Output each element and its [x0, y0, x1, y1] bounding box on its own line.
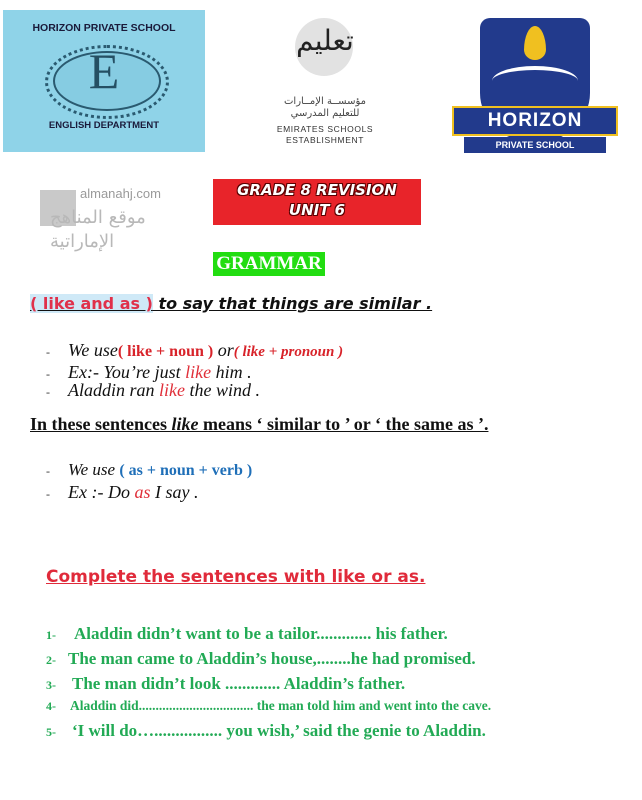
bullet-keyword: as — [134, 482, 151, 502]
bullet-dash: - — [46, 385, 50, 399]
bullet-as-rule — [46, 460, 252, 480]
logo-banner-sub: PRIVATE SCHOOL — [464, 137, 606, 153]
logo-english-name: EMIRATES SCHOOLS ESTABLISHMENT — [276, 124, 374, 145]
bullet-text: Aladdin ran — [68, 380, 160, 400]
bullet-dash: - — [46, 487, 50, 501]
bullet-text: the wind . — [185, 380, 260, 400]
exercise-text: Aladdin didn’t want to be a tailor............. his father. — [74, 624, 448, 643]
rule-text: means ‘ similar to ’ or ‘ the same as ’. — [198, 414, 489, 434]
logo-arabic-word: تعليم — [296, 24, 354, 57]
rule-keyword: like — [171, 414, 199, 434]
bullet-formula: ( like + noun ) — [117, 343, 214, 360]
section-heading-like-as — [30, 294, 432, 313]
exercise-number: 4- — [46, 699, 56, 713]
logo-school-name: HORIZON PRIVATE SCHOOL — [32, 22, 176, 34]
bullet-text: or — [213, 340, 234, 360]
bullet-dash: - — [46, 345, 50, 359]
logo-letter: E — [88, 43, 120, 99]
bullet-text: Ex :- Do — [68, 482, 135, 502]
bullet-like-example-2 — [46, 380, 260, 401]
logo-arabic-sub: مؤسســة الإمــارات للتعليم المدرسي — [284, 96, 366, 119]
exercise-number: 5- — [46, 725, 56, 739]
exercise-item-5 — [46, 721, 486, 741]
bullet-formula: ( like + pronoun ) — [233, 344, 344, 360]
like-meaning-rule — [30, 414, 488, 435]
exercise-item-3 — [46, 674, 405, 694]
title-box — [213, 179, 421, 225]
bullet-keyword: like — [159, 380, 185, 400]
title-line-2: UNIT 6 — [288, 201, 346, 219]
grammar-label: GRAMMAR — [213, 252, 325, 276]
exercise-number: 2- — [46, 653, 56, 667]
logo-banner: HORIZON — [452, 106, 618, 136]
emirates-schools-logo — [270, 18, 380, 153]
exercise-title: Complete the sentences with like or as. — [46, 567, 426, 587]
title-line-1: GRADE 8 REVISION — [237, 181, 397, 199]
rule-text: In these sentences — [30, 414, 172, 434]
bullet-text: We use — [68, 460, 120, 479]
exercise-text: The man didn’t look ............. Aladdin’s father. — [72, 674, 406, 693]
almanahj-watermark — [40, 180, 180, 260]
exercise-number: 3- — [46, 678, 56, 692]
exercise-item-4 — [46, 698, 491, 714]
book-icon — [492, 66, 578, 96]
bullet-dash: - — [46, 464, 50, 478]
bullet-dash: - — [46, 367, 50, 381]
bullet-text: Ex:- You’re just — [68, 362, 186, 382]
section-highlight: ( like and as ) — [30, 294, 153, 313]
bullet-text: him . — [211, 362, 252, 382]
bullet-formula: ( as + noun + verb ) — [119, 462, 253, 479]
exercise-text: Aladdin did.................................. the man told him and went into the cave. — [70, 698, 492, 713]
bullet-text: I say . — [150, 482, 199, 502]
watermark-site: almanahj.com — [80, 186, 161, 201]
bullet-as-example — [46, 482, 199, 503]
english-department-logo — [3, 10, 205, 152]
exercise-item-2 — [46, 649, 476, 669]
bullet-keyword: like — [185, 362, 212, 382]
exercise-number: 1- — [46, 628, 56, 642]
logo-department: ENGLISH DEPARTMENT — [48, 120, 160, 131]
bullet-like-rule — [46, 340, 343, 361]
bullet-text: We use — [68, 340, 118, 360]
horizon-school-logo — [452, 18, 618, 158]
exercise-item-1 — [46, 624, 448, 644]
exercise-text: ‘I will do…................ you wish,’ said the genie to Aladdin. — [72, 721, 486, 740]
section-heading-rest: to say that things are similar . — [152, 294, 433, 313]
watermark-arabic: موقع المناهج الإماراتية — [50, 207, 146, 252]
exercise-text: The man came to Aladdin’s house,........he had promised. — [68, 649, 476, 668]
